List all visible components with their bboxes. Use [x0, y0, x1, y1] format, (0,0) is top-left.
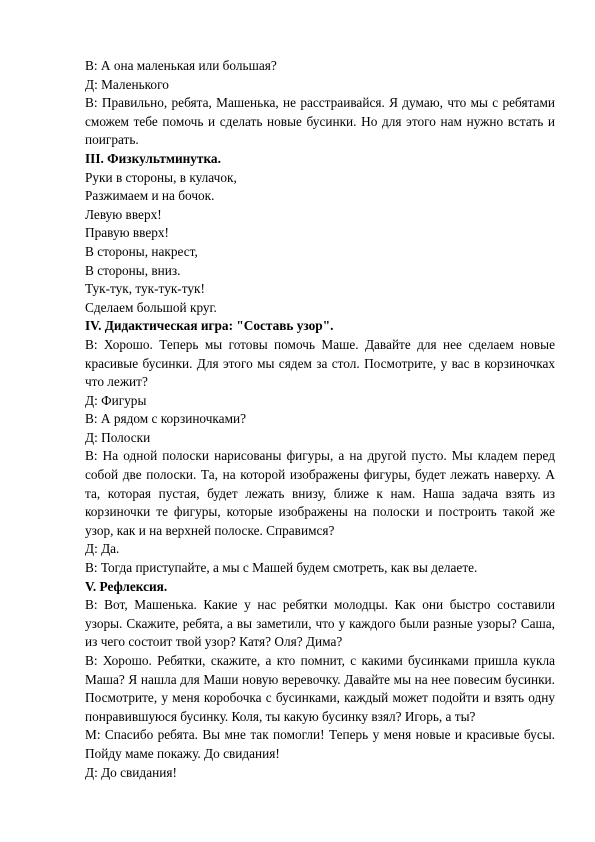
verse-line: В стороны, накрест, — [85, 243, 198, 259]
section-heading: V. Рефлексия. — [85, 578, 168, 594]
dialogue-line: В: Тогда приступайте, а мы с Машей будем смотреть, как вы делаете. — [85, 560, 478, 576]
dialogue-line: Д: Маленького — [85, 76, 169, 92]
dialogue-paragraph: В: На одной полоски нарисованы фигуры, а на другой пусто. Мы кладем перед собой две полоски. Та, на которой изображены фигуры, будет лежать наверху. А та, которая пустая, будет лежать внизу, ближе к нам. Наша задача взять из корзиночки те фигуры, которые изображены на полоски и построить такой же узор, как и на верхней полоске. Справимся? — [85, 448, 555, 538]
dialogue-line: Д: Да. — [85, 541, 120, 557]
verse-line: В стороны, вниз. — [85, 262, 181, 278]
verse-line: Левую вверх! — [85, 206, 162, 222]
dialogue-paragraph: М: Спасибо ребята. Вы мне так помогли! Теперь у меня новые и красивые бусы. Пойду маме покажу. До свидания! — [85, 727, 555, 761]
section-heading: III. Физкультминутка. — [85, 150, 221, 166]
dialogue-line: Д: Полоски — [85, 429, 151, 445]
dialogue-line: Д: Фигуры — [85, 392, 147, 408]
section-heading: IV. Дидактическая игра: "Составь узор". — [85, 318, 334, 334]
dialogue-line: Д: До свидания! — [85, 764, 177, 780]
verse-line: Разжимаем и на бочок. — [85, 188, 215, 204]
verse-line: Тук-тук, тук-тук-тук! — [85, 281, 205, 297]
dialogue-paragraph: В: Правильно, ребята, Машенька, не расстраивайся. Я думаю, что мы с ребятами сможем тебе помочь и сделать новые бусинки. Но для этого нам нужно встать и поиграть. — [85, 95, 555, 148]
dialogue-paragraph: В: Хорошо. Теперь мы готовы помочь Маше. Давайте для нее сделаем новые красивые бусинки. Для этого мы сядем за стол. Посмотрите, у вас в корзиночках что лежит? — [85, 336, 555, 390]
dialogue-line: В: А она маленькая или большая? — [85, 58, 277, 73]
dialogue-line: В: А рядом с корзиночками? — [85, 411, 247, 427]
dialogue-paragraph: В: Хорошо. Ребятки, скажите, а кто помнит, с какими бусинками пришла кукла Маша? Я нашла для Маши новую веревочку. Давайте мы на нее повесим бусинки. Посмотрите, у меня коробочка с бусинками, каждый может подойти и взять одну понравившуюся бусинку. Коля, ты какую бусинку взял? Игорь, а ты? — [85, 653, 555, 724]
dialogue-paragraph: В: Вот, Машенька. Какие у нас ребятки молодцы. Как они быстро составили узоры. Скажите, ребята, а вы заметили, что у каждого были разные узоры? Саша, из чего состоит твой узор? Катя? Оля? Дима? — [85, 597, 555, 650]
verse-line: Правую вверх! — [85, 225, 169, 241]
document-body — [85, 57, 555, 782]
verse-line: Сделаем большой круг. — [85, 299, 217, 315]
verse-line: Руки в стороны, в кулачок, — [85, 169, 237, 185]
